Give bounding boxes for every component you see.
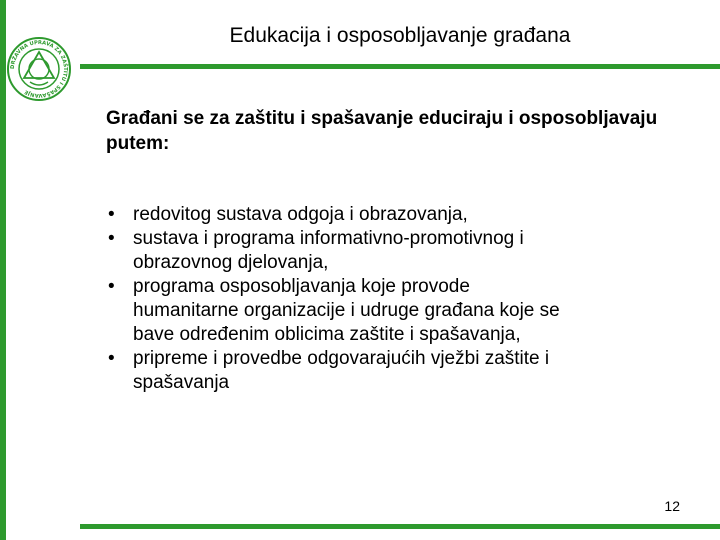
page-number: 12: [664, 498, 680, 514]
slide-title: Edukacija i osposobljavanje građana: [229, 24, 571, 47]
title-divider: [80, 64, 720, 69]
bullet-line: spašavanja: [133, 372, 230, 393]
bullet-item: [106, 203, 686, 227]
bullet-icon: •: [108, 228, 115, 249]
bullet-line: humanitarne organizacije i udruge građana koje se: [133, 300, 560, 321]
bullet-line: programa osposobljavanja koje provode: [133, 276, 470, 297]
footer-divider: [80, 524, 720, 529]
civil-protection-emblem-icon: [6, 36, 72, 102]
bullet-icon: •: [108, 204, 115, 225]
bullet-list: [106, 203, 686, 395]
intro-text: Građani se za zaštitu i spašavanje educiraju i osposobljavaju putem:: [106, 108, 658, 154]
bullet-line: bave određenim oblicima zaštite i spašavanja,: [133, 324, 521, 345]
bullet-item: [106, 275, 686, 347]
bullet-icon: •: [108, 348, 115, 369]
bullet-icon: •: [108, 276, 115, 297]
bullet-line: redovitog sustava odgoja i obrazovanja,: [133, 204, 468, 225]
bullet-line: pripreme i provedbe odgovarajućih vježbi zaštite i: [133, 348, 550, 369]
bullet-line: obrazovnog djelovanja,: [133, 252, 329, 273]
bullet-item: [106, 227, 686, 275]
bullet-item: [106, 347, 686, 395]
logo-ring-text: DRŽAVNA UPRAVA ZA ZAŠTITU I SPAŠAVANJE: [9, 39, 69, 99]
bullet-line: sustava i programa informativno-promotivnog i: [133, 228, 524, 249]
